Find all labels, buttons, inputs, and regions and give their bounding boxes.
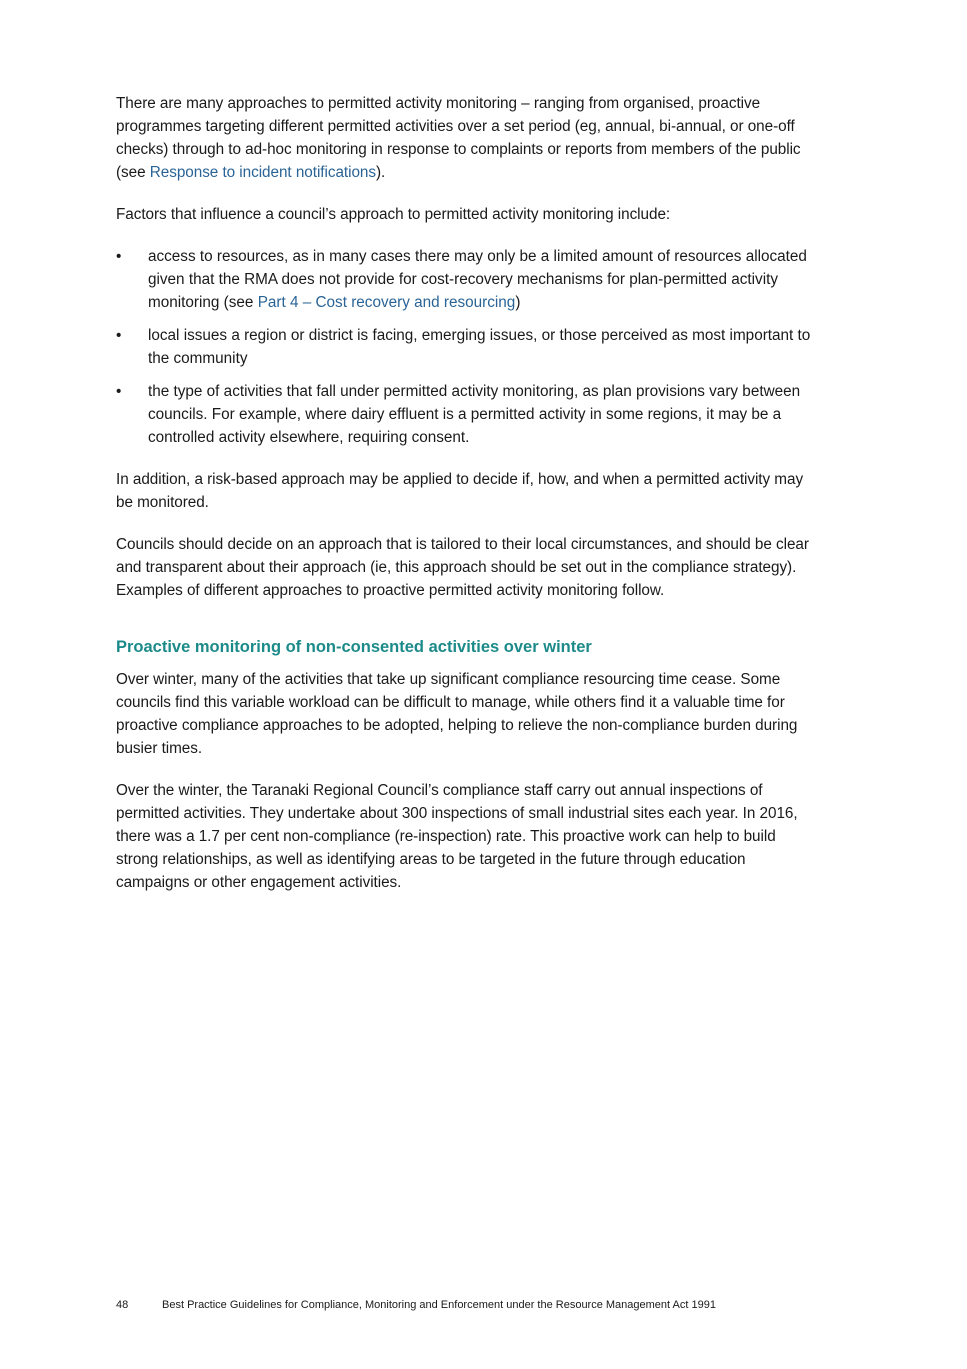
approach-paragraph: Councils should decide on an approach that is tailored to their local circumstances, and should be clear and transparent about their approach (ie, this approach should be set out in the compliance strategy). Examples of different approaches to proactive permitted activity monitoring follow. — [116, 536, 809, 599]
cost-recovery-link[interactable]: Part 4 – Cost recovery and resourcing — [257, 294, 516, 311]
bullet-icon: • — [116, 383, 122, 400]
list-item — [116, 324, 816, 370]
list-item-text: the type of activities that fall under permitted activity monitoring, as plan provisions vary between councils. For example, where dairy effluent is a permitted activity in some regions, it may be a controlled activity elsewhere, requiring consent. — [148, 383, 801, 446]
list-item — [116, 245, 816, 314]
page-body — [116, 92, 816, 913]
factors-intro: Factors that influence a council’s approach to permitted activity monitoring include: — [116, 206, 671, 223]
intro-text-end: ). — [375, 164, 386, 181]
intro-paragraph — [116, 92, 816, 184]
risk-paragraph: In addition, a risk-based approach may be applied to decide if, how, and when a permitted activity may be monitored. — [116, 471, 804, 511]
section-paragraph-1: Over winter, many of the activities that take up significant compliance resourcing time cease. Some councils find this variable workload can be difficult to manage, while others find it a valuable time for proactive compliance approaches to be adopted, helping to relieve the non-compliance burden during busier times. — [116, 671, 798, 757]
list-item — [116, 380, 816, 449]
list-item-text-end: ) — [515, 294, 521, 311]
bullet-icon: • — [116, 248, 122, 265]
bullet-icon: • — [116, 327, 122, 344]
page-footer — [116, 1297, 716, 1313]
list-item-text: access to resources, as in many cases there may only be a limited amount of resources allocated given that the RMA does not provide for cost-recovery mechanisms for plan-permitted activity monitoring (see — [148, 248, 807, 311]
section-paragraph-2: Over the winter, the Taranaki Regional Council’s compliance staff carry out annual inspections of permitted activities. They undertake about 300 inspections of small industrial sites each year. In 2016, there was a 1.7 per cent non-compliance (re-inspection) rate. This proactive work can help to build strong relationships, as well as identifying areas to be targeted in the future through education campaigns or other engagement activities. — [116, 782, 798, 891]
incident-notifications-link[interactable]: Response to incident notifications — [149, 164, 376, 181]
intro-text: There are many approaches to permitted activity monitoring – ranging from organised, proactive programmes targeting different permitted activities over a set period (eg, annual, bi-annual, or one-off checks) through to ad-hoc monitoring in response to complaints or reports from members of the public (see — [116, 95, 801, 181]
document-title: Best Practice Guidelines for Compliance, Monitoring and Enforcement under the Resource Management Act 1991 — [162, 1299, 716, 1311]
page-number: 48 — [116, 1299, 129, 1311]
section-heading: Proactive monitoring of non-consented activities over winter — [116, 638, 592, 656]
list-item-text: local issues a region or district is facing, emerging issues, or those perceived as most important to the community — [148, 327, 811, 367]
factors-list — [116, 245, 816, 449]
